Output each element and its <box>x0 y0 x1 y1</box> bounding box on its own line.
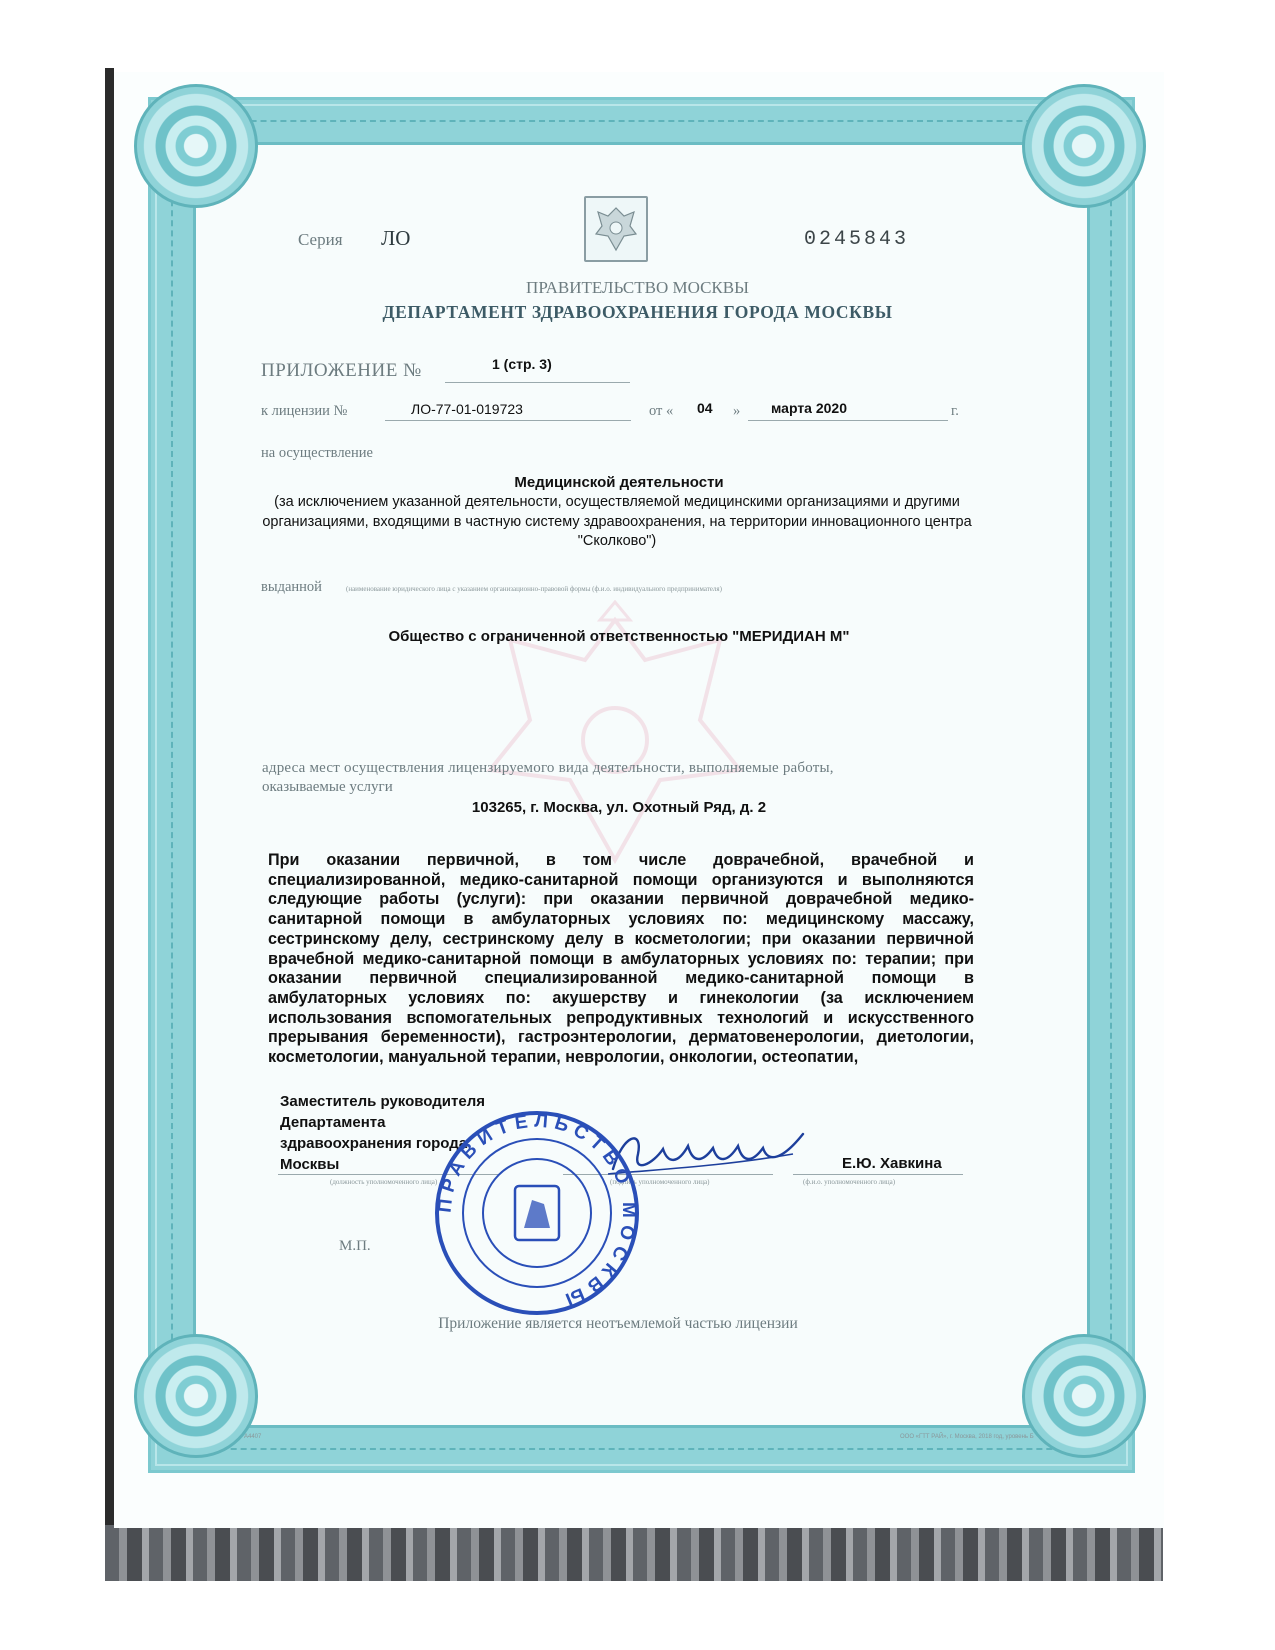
signer-position-line-1: Заместитель руководителя <box>280 1093 485 1110</box>
appendix-underline <box>445 382 630 383</box>
issued-caption: (наименование юридического лица с указанием организационно-правовой формы (ф.и.о. индивидуального предпринимателя) <box>346 585 722 593</box>
corner-rosette-top-left <box>134 84 258 208</box>
caption-name: (ф.и.о. уполномоченного лица) <box>803 1178 896 1186</box>
print-code: А4407 <box>244 1434 262 1440</box>
scan-shadow-bottom <box>105 1525 1163 1581</box>
caption-signature: (подпись уполномоченного лица) <box>610 1178 710 1186</box>
appendix-label: ПРИЛОЖЕНИЕ № <box>261 360 422 381</box>
date-quote-close: » <box>733 403 741 419</box>
license-form-number: 0245843 <box>804 228 910 251</box>
appendix-value: 1 (стр. 3) <box>492 356 552 372</box>
license-number: ЛО-77-01-019723 <box>411 401 523 417</box>
name-underline <box>793 1174 963 1175</box>
date-month-year: марта 2020 <box>771 400 848 416</box>
corner-rosette-bottom-left <box>134 1334 258 1458</box>
corner-rosette-bottom-right <box>1022 1334 1146 1458</box>
activity-address: 103265, г. Москва, ул. Охотный Ряд, д. 2 <box>471 799 767 816</box>
organization-name: Общество с ограниченной ответственностью "МЕРИДИАН М" <box>388 628 850 645</box>
address-label-line-2: оказываемые услуги <box>262 779 393 795</box>
date-day: 04 <box>697 400 713 416</box>
license-label: к лицензии № <box>261 403 348 419</box>
corner-rosette-top-right <box>1022 84 1146 208</box>
printer-note: ООО «ГТТ РАЙ», г. Москва, 2018 год, уровень Б <box>900 1434 1034 1440</box>
signer-name: Е.Ю. Хавкина <box>842 1155 942 1172</box>
license-number-underline <box>385 420 631 421</box>
signer-position-line-2: Департамента <box>280 1114 386 1131</box>
coat-of-arms-emblem <box>584 196 648 262</box>
footer-note: Приложение является неотъемлемой частью лицензии <box>438 1315 798 1332</box>
stamp-place-label: М.П. <box>339 1238 371 1254</box>
series-value: ЛО <box>381 226 411 250</box>
official-round-stamp <box>432 1108 642 1318</box>
activity-title: Медицинской деятельности <box>514 474 724 491</box>
signer-position-line-3: здравоохранения города <box>280 1135 468 1152</box>
date-underline <box>748 420 948 421</box>
stamp-circular-text: ПРАВИТЕЛЬСТВО МОСКВЫ <box>434 1110 640 1312</box>
address-label-line-1: адреса мест осуществления лицензируемого вида деятельности, выполняемые работы, <box>262 760 834 776</box>
activity-note: (за исключением указанной деятельности, осуществляемой медицинскими организациями и другими организациями, входящими в частную систему здравоохранения, на территории инновационного центра "Сколково") <box>262 494 972 549</box>
caption-position: (должность уполномоченного лица) <box>330 1178 438 1186</box>
date-from-label: от « <box>649 403 674 419</box>
department-heading: ДЕПАРТАМЕНТ ЗДРАВООХРАНЕНИЯ ГОРОДА МОСКВЫ <box>382 302 893 322</box>
government-heading: ПРАВИТЕЛЬСТВО МОСКВЫ <box>526 278 749 297</box>
services-list-paragraph: При оказании первичной, в том числе доврачебной, врачебной и специализированной, медико-санитарной помощи организуются и выполняются следующие работы (услуги): при оказании первичной доврачебной медико-санитарной помощи в амбулаторных условиях по: медицинскому массажу, сестринскому делу, сестринскому делу в косметологии; при оказании первичной врачебной медико-санитарной помощи в амбулаторных условиях по: терапии; при оказании первичной специализированной медико-санитарной помощи в амбулаторных условиях по: акушерству и гинекологии (за исключением использования вспомогательных репродуктивных технологий и искусственного прерывания беременности), гастроэнтерологии, дерматовенерологии, диетологии, косметологии, мануальной терапии, неврологии, онкологии, остеопатии, <box>268 851 974 1067</box>
date-suffix: г. <box>951 403 959 419</box>
issued-label: выданной <box>261 579 322 595</box>
series-label: Серия <box>298 230 343 249</box>
signer-position-line-4: Москвы <box>280 1156 340 1173</box>
activity-label: на осуществление <box>261 445 373 461</box>
